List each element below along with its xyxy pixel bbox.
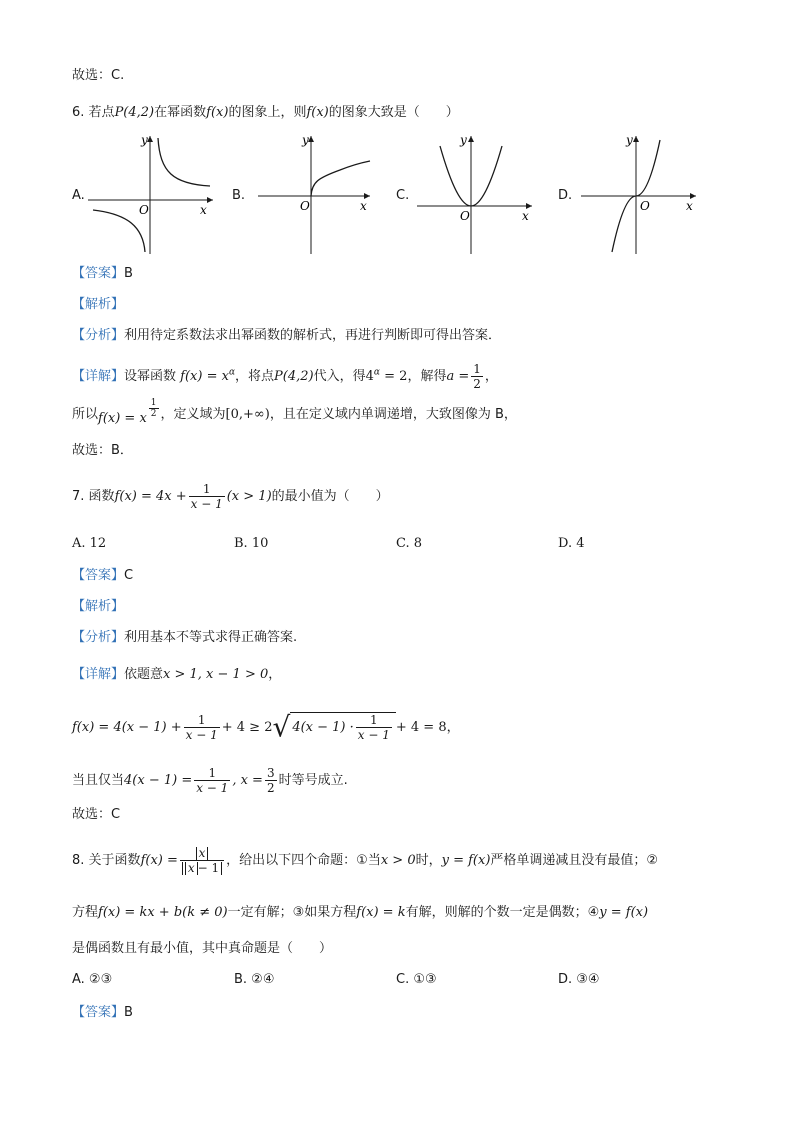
q7-frac-num: 1 [189, 482, 225, 497]
eq7-a: f(x) = 4(x − 1) + [72, 720, 182, 735]
q8-y: y = f(x) [441, 853, 491, 868]
detail-7-b: x > 1, x − 1 > 0 [163, 667, 269, 682]
detail-6-a: 设幂函数 [124, 369, 177, 384]
answer-6 [72, 265, 133, 283]
q8-b: ，给出以下四个命题：①当 [226, 853, 381, 868]
fenxi-6 [72, 327, 501, 345]
fenxi-6-text: 利用待定系数法求出幂函数的解析式，再进行判断即可得出答案． [124, 328, 502, 343]
q6-f2: f(x) [306, 105, 329, 120]
q8-number: 8. [72, 853, 85, 868]
detail-6-c: 代入，得 [313, 369, 366, 384]
q8-a: 关于函数 [88, 853, 141, 868]
eqc-den2: 2 [266, 781, 275, 795]
eqc-c: , x = [232, 773, 263, 788]
detail-6-fx: f(x) = x [180, 369, 229, 384]
q7-b: 的最小值为（ ） [271, 489, 389, 504]
detail-6-alpha: α [228, 367, 236, 378]
question-8-line3: 是偶函数且有最小值，其中真命题是（ ） [72, 941, 333, 956]
exp-den: 2 [150, 409, 157, 419]
q6-f1: f(x) [206, 105, 229, 120]
q8-numx: x [196, 847, 209, 860]
eq7-den2: x − 1 [357, 728, 390, 742]
option-7a: A. 12 [72, 536, 107, 551]
eq7-frac [184, 713, 220, 742]
question-8-line1 [72, 846, 658, 876]
q7-frac-den: x − 1 [190, 497, 223, 511]
q8-d: 严格单调递减且没有最值；② [490, 853, 659, 868]
q8-l2-y: y = f(x) [599, 905, 649, 920]
q7-a: 函数 [88, 489, 115, 504]
q8-denx: x [185, 862, 198, 875]
detail-tag-7: 【详解】 [72, 667, 125, 682]
detail-6-pt: P(4,2) [274, 369, 314, 384]
q8-f: f(x) = [140, 853, 178, 868]
sqrt-body [290, 712, 396, 743]
answer-6-value: B [124, 266, 133, 281]
detail-6-alpha2: α [373, 367, 380, 378]
eq7-c: + 4 = 8 [395, 720, 447, 735]
so-6-a: 所以 [72, 407, 99, 422]
final-6: 故选：B． [72, 443, 133, 458]
prev-answer: 故选：C. [72, 68, 125, 83]
eq7-rad: 4(x − 1) · [292, 720, 354, 735]
graph-b-x-label: x [360, 199, 367, 213]
answer-tag-7: 【答案】 [72, 568, 125, 583]
answer-tag-8: 【答案】 [72, 1005, 125, 1020]
graph-a-y-label: y [141, 133, 148, 147]
fenxi-tag: 【分析】 [72, 328, 125, 343]
option-7b: B. 10 [234, 536, 269, 551]
option-6b-label: B. [232, 188, 246, 203]
option-7d: D. 4 [558, 536, 585, 551]
detail-7-a: 依题意 [124, 667, 164, 682]
eq7-num: 1 [184, 713, 220, 728]
option-8d: D. ③④ [558, 972, 600, 987]
q8-frac [180, 846, 224, 875]
graph-b-origin: O [300, 199, 310, 213]
q8-den-abs [182, 862, 222, 875]
q7-number: 7. [72, 489, 85, 504]
q8-l2-eq2: f(x) = k [356, 905, 406, 920]
graph-option-a [88, 132, 218, 257]
detail-6 [72, 362, 498, 391]
eq7-b: + 4 ≥ 2 [221, 720, 273, 735]
graph-a-x-label: x [200, 203, 207, 217]
so-6 [72, 398, 517, 426]
detail-7 [72, 666, 281, 684]
answer-8 [72, 1004, 133, 1022]
question-7 [72, 482, 389, 511]
q8-c: 时， [415, 853, 442, 868]
equation-7 [72, 712, 460, 743]
graph-d-y-label: y [626, 133, 633, 147]
graph-c-x-label: x [522, 209, 529, 223]
frac-num: 1 [473, 362, 481, 376]
fenxi-7-text: 利用基本不等式求得正确答案. [124, 630, 298, 645]
option-8a: A. ②③ [72, 972, 113, 987]
option-8b: B. ②④ [234, 972, 275, 987]
q6-text-b: 在幂函数 [154, 105, 207, 120]
final-7: 故选：C [72, 807, 121, 822]
equality-condition [72, 766, 348, 796]
eq7-den: x − 1 [185, 728, 218, 742]
fenxi-tag-7: 【分析】 [72, 630, 125, 645]
eqc-b: 4(x − 1) = [124, 773, 193, 788]
graph-option-d [576, 132, 701, 257]
q7-frac [189, 482, 225, 511]
so-6-c: ，且在定义域内单调递增，大致图像为 B， [269, 407, 517, 422]
detail-7-c: ， [268, 667, 282, 682]
eqc-d: 时等号成立. [278, 773, 348, 788]
option-6c-label: C. [396, 188, 410, 203]
detail-6-b: ，将点 [235, 369, 275, 384]
graph-d-origin: O [640, 199, 650, 213]
detail-6-frac [471, 362, 483, 391]
graph-d-x-label: x [686, 199, 693, 213]
option-8c: C. ①③ [396, 972, 437, 987]
eq7-num2: 1 [356, 713, 392, 728]
detail-6-a2: a = [446, 369, 470, 384]
eq7-d: ， [446, 720, 460, 735]
analysis-tag-6: 【解析】 [72, 297, 125, 312]
q6-text-c: 的图象上，则 [228, 105, 307, 120]
question-8-line2 [72, 904, 648, 922]
analysis-tag-7: 【解析】 [72, 599, 125, 614]
q8-den [180, 861, 224, 875]
sqrt-sign: √ [272, 710, 291, 744]
eqc-frac [194, 766, 230, 795]
graph-option-c [412, 132, 537, 257]
question-6 [72, 104, 459, 122]
eqc-num: 1 [194, 766, 230, 781]
q8-cond: x > 0 [380, 853, 416, 868]
q8-num [180, 846, 224, 861]
so-6-b: ，定义域为 [160, 407, 226, 422]
q7-f: f(x) = 4x + [114, 489, 187, 504]
so-6-exp [149, 398, 159, 419]
q6-text-a: 若点 [88, 105, 115, 120]
answer-tag: 【答案】 [72, 266, 125, 281]
eq7-frac2 [356, 713, 392, 742]
graph-c-y-label: y [460, 133, 467, 147]
detail-tag: 【详解】 [72, 369, 125, 384]
graph-option-b [250, 132, 375, 257]
answer-7-value: C [124, 568, 134, 583]
q6-text-d: 的图象大致是（ ） [328, 105, 459, 120]
answer-7 [72, 567, 133, 585]
eqc-a: 当且仅当 [72, 773, 125, 788]
q6-point: P(4,2) [114, 105, 155, 120]
graph-b-y-label: y [302, 133, 309, 147]
detail-6-e: ， [484, 369, 498, 384]
q8-den-minus: − 1 [197, 861, 220, 875]
answer-8-value: B [124, 1005, 133, 1020]
q8-l2-eq: f(x) = kx + b(k ≠ 0) [98, 905, 228, 920]
frac-den: 2 [473, 377, 481, 391]
so-6-fx: f(x) = x [98, 411, 147, 426]
q8-l2-a: 方程 [72, 905, 99, 920]
detail-6-4: 4 [365, 369, 374, 384]
so-6-dom: [0,+∞) [225, 407, 270, 422]
detail-6-d: ，解得 [407, 369, 447, 384]
fenxi-7 [72, 629, 297, 647]
q8-l2-c: 有解，则解的个数一定是偶数；④ [405, 905, 600, 920]
q7-cond: (x > 1) [226, 489, 272, 504]
option-6d-label: D. [558, 188, 573, 203]
q6-number: 6. [72, 105, 85, 120]
eqc-den: x − 1 [196, 781, 229, 795]
eqc-num2: 3 [266, 766, 275, 780]
eqc-frac2 [265, 766, 277, 795]
exp-num: 1 [150, 398, 157, 408]
q8-l2-b: 一定有解；③如果方程 [227, 905, 357, 920]
graph-c-origin: O [460, 209, 470, 223]
option-6a-label: A. [72, 188, 85, 203]
graph-a-origin: O [139, 203, 149, 217]
option-7c: C. 8 [396, 536, 423, 551]
detail-6-eq2: = 2 [380, 369, 408, 384]
